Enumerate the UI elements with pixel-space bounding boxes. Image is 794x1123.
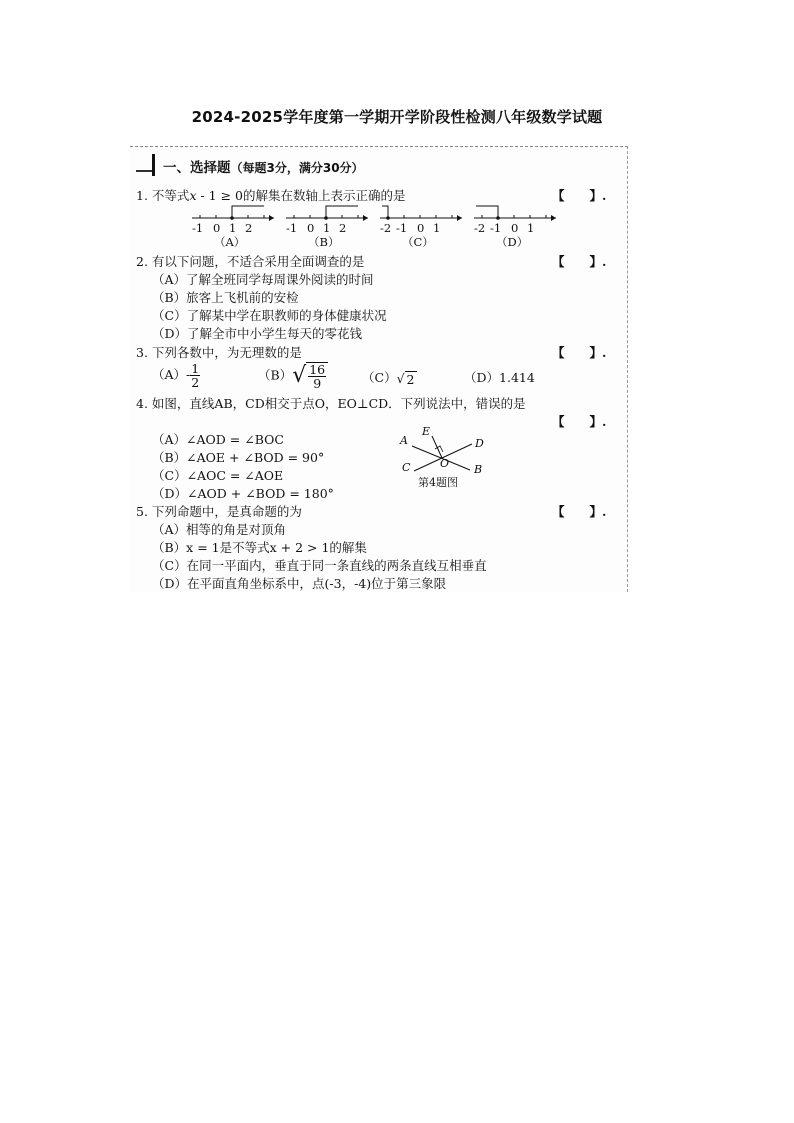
tick-label: -2	[474, 221, 486, 235]
arrow-right-icon	[363, 215, 368, 221]
variable-x: x	[189, 188, 197, 203]
question-2-stem	[136, 252, 364, 270]
radicand: 2	[406, 371, 415, 387]
option-b	[258, 362, 328, 390]
section-note: （每题3分，满分30分）	[230, 161, 364, 175]
option-label: （A）	[152, 367, 187, 383]
option-d: （D）∠AOD + ∠BOD = 180°	[152, 486, 334, 501]
tick-label: -1	[396, 221, 408, 235]
option-d: （D）1.414	[464, 370, 535, 385]
tick-label: 2	[245, 221, 253, 235]
arrow-right-icon	[551, 215, 556, 221]
option-c: （C）∠AOC = ∠AOE	[152, 468, 284, 483]
option-a: （A）了解全班同学每周课外阅读的时间	[152, 272, 374, 287]
tick-label: -1	[286, 221, 298, 235]
option-c	[362, 368, 417, 387]
option-a: （A）∠AOD = ∠BOC	[152, 432, 284, 447]
tick-label: 1	[433, 221, 441, 235]
tick-label: 1	[323, 221, 331, 235]
question-3-stem	[136, 343, 302, 361]
question-text: - 1 ≥ 0的解集在数轴上表示正确的是	[196, 188, 406, 203]
tick-label: 2	[339, 221, 347, 235]
question-number: 5.	[136, 504, 148, 519]
number-line-option-label: （B）	[308, 235, 340, 249]
figure-caption: 第4题图	[418, 476, 458, 489]
option-a	[152, 362, 200, 389]
answer-bracket: 【 】.	[552, 345, 607, 360]
option-b: （B）∠AOE + ∠BOD = 90°	[152, 450, 325, 465]
square-root	[292, 362, 328, 390]
numerator: 1	[191, 361, 200, 376]
answer-bracket: 【 】.	[552, 254, 607, 269]
radical-sign-icon: √	[292, 363, 307, 388]
tick-label: -2	[380, 221, 392, 235]
option-b: （B）旅客上飞机前的安检	[152, 290, 299, 305]
denominator: 9	[313, 376, 322, 392]
tick-label: 1	[527, 221, 535, 235]
option-label: （C）	[362, 370, 397, 385]
question-number: 3.	[136, 345, 148, 360]
tick-label: 1	[229, 221, 237, 235]
option-d: （D）了解全市中小学生每天的零花钱	[152, 326, 363, 341]
question-text: 有以下问题，不适合采用全面调查的是	[151, 254, 365, 269]
option-d: （D）在平面直角坐标系中，点(-3，-4)位于第三象限	[152, 576, 447, 591]
option-b: （B）x = 1是不等式x + 2 > 1的解集	[152, 540, 367, 555]
answer-bracket: 【 】.	[552, 504, 607, 519]
point-label-a: A	[400, 434, 408, 447]
tick-label: -1	[192, 221, 204, 235]
arrow-right-icon	[457, 215, 462, 221]
question-text: 下列各数中，为无理数的是	[151, 345, 302, 360]
endpoint-dot	[386, 216, 390, 220]
point-label-o: O	[440, 457, 450, 470]
endpoint-dot	[324, 216, 328, 220]
endpoint-dot	[496, 216, 500, 220]
number-line-option-label: （D）	[496, 235, 529, 249]
endpoint-dot	[230, 216, 234, 220]
question-number: 4.	[136, 396, 148, 411]
option-c: （C）了解某中学在职教师的身体健康状况	[152, 308, 387, 323]
number-line-option-label: （C）	[402, 235, 434, 249]
point-label-b: B	[474, 463, 483, 476]
answer-bracket: 【 】.	[552, 414, 607, 429]
question-number: 2.	[136, 254, 148, 269]
option-c: （C）在同一平面内，垂直于同一条直线的两条直线互相垂直	[152, 558, 487, 573]
point-label-c: C	[402, 461, 411, 474]
scanned-exam-image	[130, 146, 628, 592]
radical-sign-icon: √	[396, 370, 405, 386]
question-4-stem	[136, 394, 526, 412]
tick-label: 0	[307, 221, 315, 235]
option-a: （A）相等的角是对顶角	[152, 522, 287, 537]
arrow-right-icon	[269, 215, 274, 221]
tick-label: 0	[213, 221, 221, 235]
point-label-e: E	[422, 425, 431, 438]
question-number: 1.	[136, 188, 148, 203]
square-root	[397, 371, 417, 387]
fraction	[308, 363, 326, 390]
tick-label: 0	[417, 221, 425, 235]
option-label: （B）	[258, 367, 293, 383]
question-text: 如图，直线AB，CD相交于点O，EO⊥CD．下列说法中，错误的是	[151, 396, 526, 411]
denominator: 2	[191, 375, 200, 391]
solution-bracket	[382, 206, 388, 218]
solution-bracket	[476, 206, 498, 218]
question-text: 下列命题中，是真命题的为	[151, 504, 302, 519]
point-label-d: D	[475, 437, 484, 450]
number-line-group	[192, 206, 556, 221]
tick-label: -1	[490, 221, 502, 235]
section-heading: 一、选择题	[163, 160, 231, 176]
minus-sign: -	[186, 367, 191, 383]
fraction	[190, 362, 200, 389]
number-line-option-label: （A）	[214, 235, 246, 249]
document-title: 2024-2025学年度第一学期开学阶段性检测八年级数学试题	[191, 108, 603, 126]
tick-label: 0	[511, 221, 519, 235]
answer-bracket: 【 】.	[552, 188, 607, 203]
numerator: 16	[309, 362, 326, 377]
question-5-stem	[136, 502, 302, 520]
question-text: 不等式	[151, 188, 190, 203]
